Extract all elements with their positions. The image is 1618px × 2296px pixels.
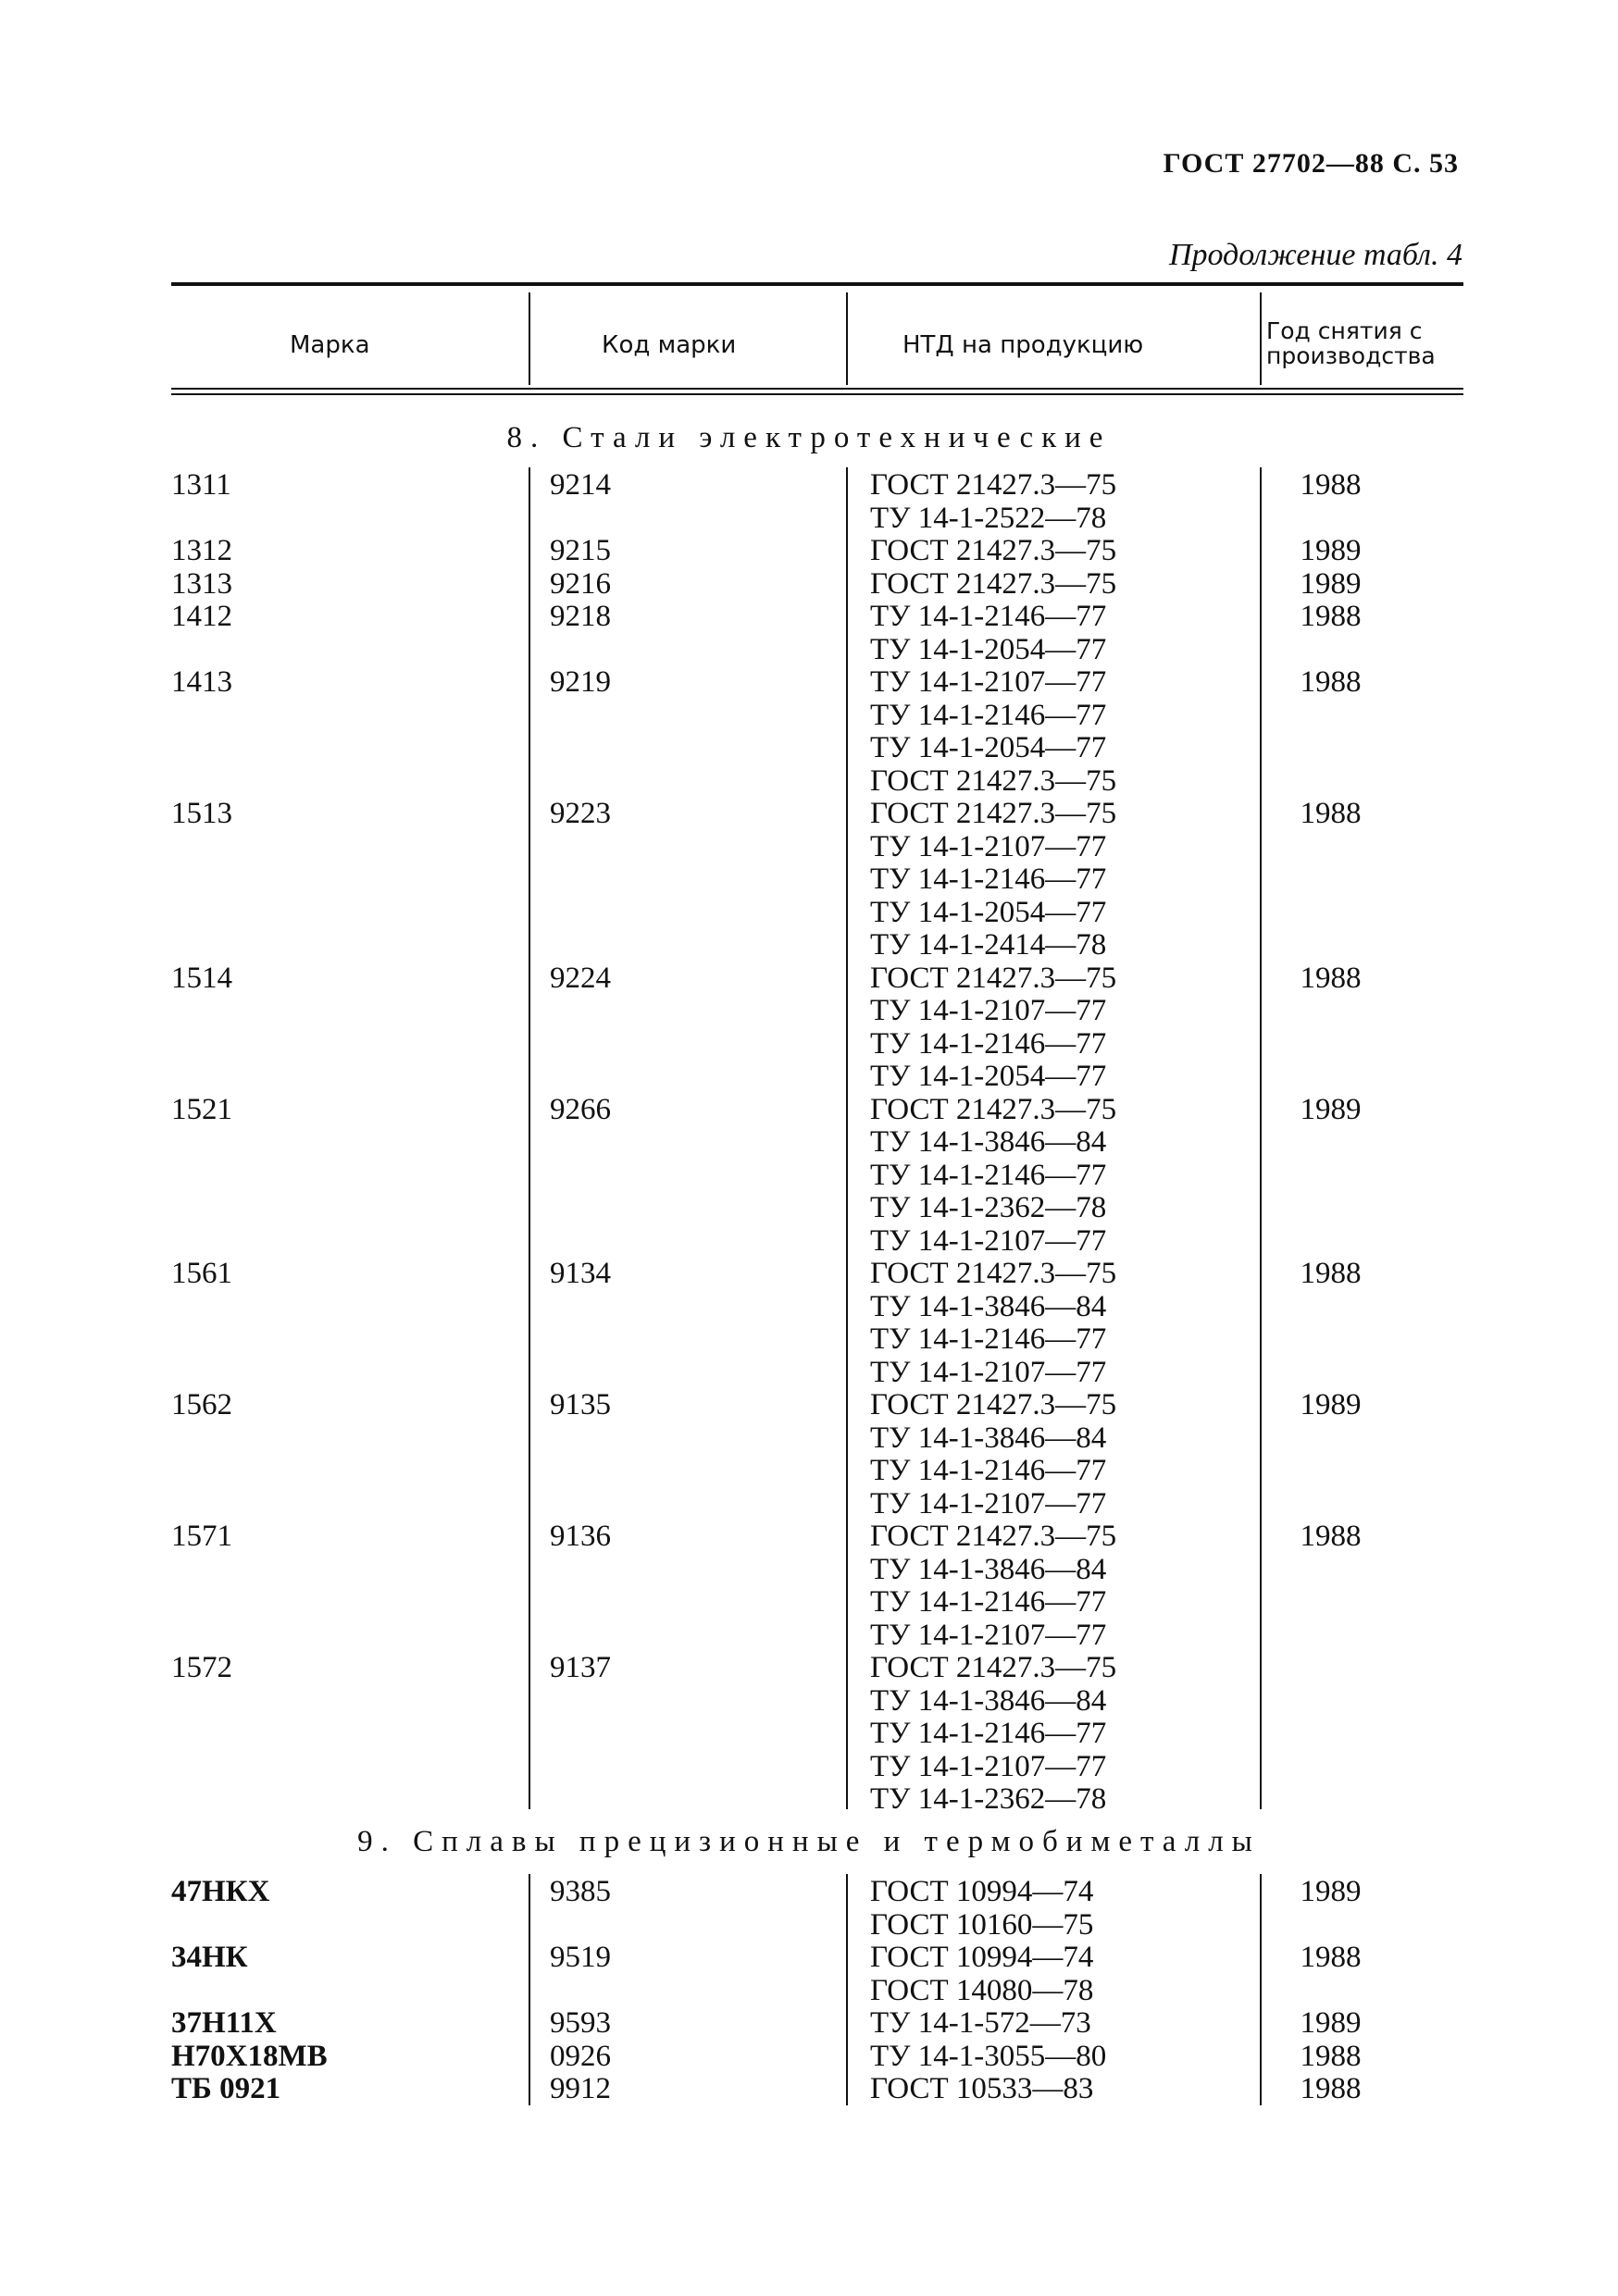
year-cell: 1988 — [1300, 2039, 1362, 2073]
column-divider-2 — [846, 1874, 848, 2105]
code-cell: 9266 — [550, 1092, 611, 1126]
header-divider-3 — [1260, 292, 1262, 385]
ntd-cell: ТУ 14-1-2146—77 — [870, 1585, 1107, 1619]
ntd-cell: ГОСТ 21427.3—75 — [870, 797, 1117, 830]
year-cell: 1988 — [1300, 468, 1362, 502]
column-divider-1 — [529, 1874, 530, 2105]
ntd-cell: ТУ 14-1-2107—77 — [870, 665, 1107, 699]
mark-cell: 1412 — [171, 600, 232, 633]
code-cell: 9137 — [550, 1651, 611, 1684]
mark-cell: 37Н11Х — [171, 2006, 277, 2040]
mark-cell: 1313 — [171, 566, 232, 601]
ntd-cell: ГОСТ 21427.3—75 — [870, 468, 1117, 502]
code-cell: 9135 — [550, 1388, 611, 1421]
mark-cell: 1562 — [171, 1388, 232, 1421]
mark-cell: 1521 — [171, 1092, 232, 1126]
code-cell: 9593 — [550, 2006, 611, 2040]
ntd-cell: ТУ 14-1-2362—78 — [870, 1782, 1107, 1816]
header-bottom-rule-1 — [171, 388, 1463, 390]
ntd-cell: ТУ 14-1-2107—77 — [870, 1223, 1107, 1258]
ntd-cell: ТУ 14-1-2146—77 — [870, 1717, 1107, 1750]
header-divider-2 — [846, 292, 848, 385]
mark-cell: 1561 — [171, 1257, 232, 1290]
ntd-cell: ТУ 14-1-2107—77 — [870, 1618, 1107, 1652]
ntd-cell: ТУ 14-1-2054—77 — [870, 895, 1107, 929]
column-header-year-line2: производства — [1266, 342, 1436, 369]
ntd-cell: ГОСТ 10533—83 — [870, 2072, 1094, 2105]
ntd-cell: ТУ 14-1-2107—77 — [870, 829, 1107, 863]
ntd-cell: ТУ 14-1-2146—77 — [870, 1322, 1107, 1356]
ntd-cell: ГОСТ 21427.3—75 — [870, 961, 1117, 995]
code-cell: 9912 — [550, 2072, 611, 2105]
column-header-code: Код марки — [602, 331, 737, 359]
code-cell: 9216 — [550, 566, 611, 601]
code-cell: 9218 — [550, 600, 611, 633]
section-title: 9. Сплавы прецизионные и термобиметаллы — [357, 1825, 1261, 1858]
ntd-cell: ТУ 14-1-3846—84 — [870, 1421, 1107, 1455]
mark-cell: 1311 — [171, 468, 231, 502]
ntd-cell: ТУ 14-1-2054—77 — [870, 1060, 1107, 1093]
code-cell: 9134 — [550, 1257, 611, 1290]
code-cell: 9219 — [550, 665, 611, 699]
section-title: 8. Стали электротехнические — [506, 421, 1112, 454]
code-cell: 9385 — [550, 1875, 611, 1908]
ntd-cell: ТУ 14-1-3846—84 — [870, 1683, 1107, 1718]
ntd-cell: ТУ 14-1-572—73 — [870, 2006, 1091, 2040]
code-cell: 9214 — [550, 468, 611, 502]
document-reference: ГОСТ 27702—88 С. 53 — [1163, 148, 1459, 179]
ntd-cell: ГОСТ 21427.3—75 — [870, 566, 1117, 601]
ntd-cell: ТУ 14-1-3055—80 — [870, 2039, 1107, 2073]
ntd-cell: ТУ 14-1-2107—77 — [870, 1749, 1107, 1783]
year-cell: 1988 — [1300, 665, 1362, 699]
column-divider-2 — [846, 467, 848, 1809]
ntd-cell: ТУ 14-1-2107—77 — [870, 994, 1107, 1027]
ntd-cell: ГОСТ 21427.3—75 — [870, 1257, 1117, 1290]
ntd-cell: ТУ 14-1-2146—77 — [870, 1158, 1107, 1192]
ntd-cell: ТУ 14-1-3846—84 — [870, 1552, 1107, 1586]
ntd-cell: ГОСТ 10160—75 — [870, 1907, 1094, 1942]
year-cell: 1988 — [1300, 1941, 1362, 1974]
table-top-rule — [171, 282, 1463, 286]
year-cell: 1988 — [1300, 1520, 1362, 1553]
year-cell: 1989 — [1300, 2006, 1362, 2040]
ntd-cell: ГОСТ 21427.3—75 — [870, 1651, 1117, 1684]
year-cell: 1989 — [1300, 566, 1362, 601]
ntd-cell: ГОСТ 10994—74 — [870, 1875, 1094, 1908]
ntd-cell: ТУ 14-1-2054—77 — [870, 632, 1107, 666]
ntd-cell: ГОСТ 21427.3—75 — [870, 1388, 1117, 1421]
year-cell: 1988 — [1300, 1257, 1362, 1290]
ntd-cell: ТУ 14-1-2054—77 — [870, 731, 1107, 764]
column-header-year-line1: Год снятия с — [1266, 317, 1423, 344]
mark-cell: Н70Х18МВ — [171, 2039, 328, 2073]
ntd-cell: ТУ 14-1-2414—78 — [870, 928, 1107, 962]
column-header-ntd: НТД на продукцию — [902, 331, 1144, 359]
year-cell: 1989 — [1300, 1388, 1362, 1421]
ntd-cell: ГОСТ 21427.3—75 — [870, 1520, 1117, 1553]
mark-cell: 34НК — [171, 1941, 248, 1974]
mark-cell: ТБ 0921 — [171, 2072, 281, 2105]
ntd-cell: ТУ 14-1-2146—77 — [870, 1026, 1107, 1061]
header-bottom-rule-2 — [171, 393, 1463, 395]
code-cell: 9223 — [550, 797, 611, 830]
ntd-cell: ТУ 14-1-3846—84 — [870, 1289, 1107, 1323]
ntd-cell: ТУ 14-1-2362—78 — [870, 1191, 1107, 1224]
ntd-cell: ТУ 14-1-2146—77 — [870, 1454, 1107, 1487]
mark-cell: 1514 — [171, 961, 232, 995]
ntd-cell: ГОСТ 21427.3—75 — [870, 534, 1117, 567]
ntd-cell: ГОСТ 21427.3—75 — [870, 1092, 1117, 1126]
year-cell: 1989 — [1300, 1875, 1362, 1908]
ntd-cell: ТУ 14-1-2522—78 — [870, 501, 1107, 535]
year-cell: 1989 — [1300, 1092, 1362, 1126]
column-divider-3 — [1260, 467, 1262, 1809]
ntd-cell: ТУ 14-1-2146—77 — [870, 698, 1107, 732]
column-divider-3 — [1260, 1874, 1262, 2105]
ntd-cell: ГОСТ 10994—74 — [870, 1941, 1094, 1974]
ntd-cell: ТУ 14-1-2107—77 — [870, 1486, 1107, 1520]
mark-cell: 1312 — [171, 534, 232, 567]
ntd-cell: ТУ 14-1-2146—77 — [870, 600, 1107, 633]
mark-cell: 47НКХ — [171, 1875, 270, 1908]
year-cell: 1989 — [1300, 534, 1362, 567]
code-cell: 9224 — [550, 961, 611, 995]
column-divider-1 — [529, 467, 530, 1809]
year-cell: 1988 — [1300, 2072, 1362, 2105]
code-cell: 9136 — [550, 1520, 611, 1553]
header-divider-1 — [529, 292, 530, 385]
ntd-cell: ТУ 14-1-3846—84 — [870, 1125, 1107, 1159]
code-cell: 0926 — [550, 2039, 611, 2073]
table-continuation-label: Продолжение табл. 4 — [1168, 238, 1462, 272]
year-cell: 1988 — [1300, 600, 1362, 633]
mark-cell: 1572 — [171, 1651, 232, 1684]
ntd-cell: ТУ 14-1-2107—77 — [870, 1355, 1107, 1389]
column-header-mark: Марка — [290, 331, 370, 359]
year-cell: 1988 — [1300, 961, 1362, 995]
code-cell: 9519 — [550, 1941, 611, 1974]
ntd-cell: ГОСТ 21427.3—75 — [870, 763, 1117, 798]
ntd-cell: ГОСТ 14080—78 — [870, 1973, 1094, 2007]
mark-cell: 1571 — [171, 1520, 232, 1553]
mark-cell: 1413 — [171, 665, 232, 699]
year-cell: 1988 — [1300, 797, 1362, 830]
mark-cell: 1513 — [171, 797, 232, 830]
ntd-cell: ТУ 14-1-2146—77 — [870, 863, 1107, 896]
code-cell: 9215 — [550, 534, 611, 567]
